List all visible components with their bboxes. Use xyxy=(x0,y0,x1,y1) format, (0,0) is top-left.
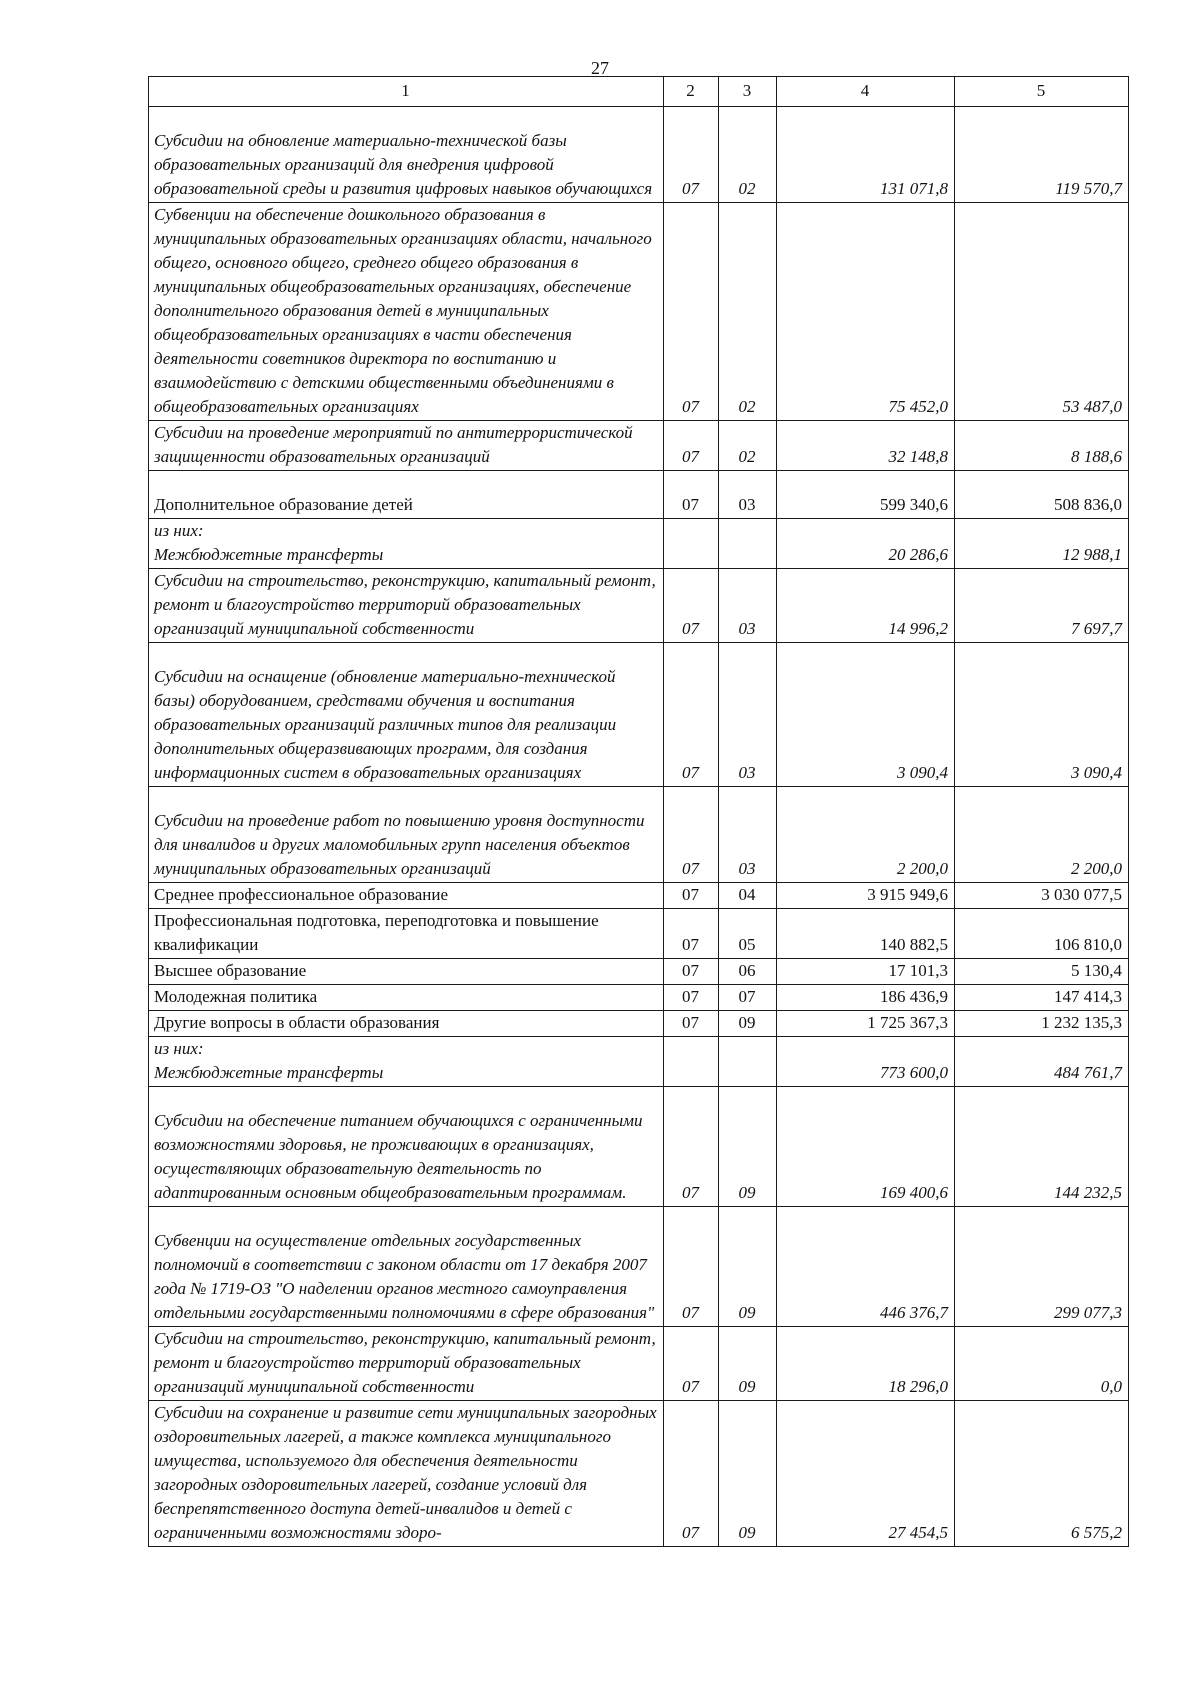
table-row xyxy=(149,1037,1129,1087)
row-description: Профессиональная подготовка, переподготовка и повышение квалификации xyxy=(149,909,664,959)
row-section-code: 07 xyxy=(664,959,719,985)
header-cell-1: 1 xyxy=(149,77,664,107)
table-row xyxy=(149,1401,1129,1547)
row-section-code xyxy=(664,519,719,569)
table-row xyxy=(149,959,1129,985)
row-amount-executed: 5 130,4 xyxy=(955,959,1129,985)
row-amount-approved: 18 296,0 xyxy=(777,1327,955,1401)
row-description: Субсидии на оснащение (обновление материально-технической базы) оборудованием, средствами обучения и воспитания образовательных организаций различных типов для реализации дополнительных общеразвивающих программ, для создания информационных систем в образовательных организациях xyxy=(149,643,664,787)
row-description: Субсидии на проведение мероприятий по антитеррористической защищенности образовательных организаций xyxy=(149,421,664,471)
row-description: Субсидии на строительство, реконструкцию, капитальный ремонт, ремонт и благоустройство территорий образовательных организаций муниципальной собственности xyxy=(149,1327,664,1401)
row-amount-executed: 7 697,7 xyxy=(955,569,1129,643)
row-section-code: 07 xyxy=(664,471,719,519)
row-section-code: 07 xyxy=(664,203,719,421)
page-number: 27 xyxy=(591,58,609,78)
row-section-code: 07 xyxy=(664,1011,719,1037)
table-row xyxy=(149,787,1129,883)
table-row xyxy=(149,1087,1129,1207)
table-row xyxy=(149,1327,1129,1401)
row-subsection-code: 02 xyxy=(719,421,777,471)
table-row xyxy=(149,883,1129,909)
row-amount-approved: 131 071,8 xyxy=(777,107,955,203)
row-amount-approved: 1 725 367,3 xyxy=(777,1011,955,1037)
row-subsection-code: 03 xyxy=(719,787,777,883)
row-amount-executed: 144 232,5 xyxy=(955,1087,1129,1207)
row-amount-approved: 27 454,5 xyxy=(777,1401,955,1547)
row-description: Субсидии на проведение работ по повышению уровня доступности для инвалидов и других маломобильных групп населения объектов муниципальных образовательных организаций xyxy=(149,787,664,883)
row-subsection-code: 09 xyxy=(719,1401,777,1547)
row-description: Среднее профессиональное образование xyxy=(149,883,664,909)
row-amount-executed: 6 575,2 xyxy=(955,1401,1129,1547)
header-cell-4: 4 xyxy=(777,77,955,107)
budget-table-body xyxy=(149,77,1129,1547)
table-row xyxy=(149,985,1129,1011)
row-amount-executed: 12 988,1 xyxy=(955,519,1129,569)
row-section-code: 07 xyxy=(664,909,719,959)
table-row xyxy=(149,569,1129,643)
row-section-code: 07 xyxy=(664,1401,719,1547)
row-subsection-code xyxy=(719,519,777,569)
row-section-code: 07 xyxy=(664,643,719,787)
row-subsection-code: 09 xyxy=(719,1087,777,1207)
row-amount-executed: 119 570,7 xyxy=(955,107,1129,203)
row-amount-executed: 0,0 xyxy=(955,1327,1129,1401)
row-subsection-code: 09 xyxy=(719,1327,777,1401)
row-description: Субсидии на строительство, реконструкцию, капитальный ремонт, ремонт и благоустройство территорий образовательных организаций муниципальной собственности xyxy=(149,569,664,643)
row-amount-approved: 186 436,9 xyxy=(777,985,955,1011)
budget-table xyxy=(148,76,1129,1547)
row-subsection-code: 02 xyxy=(719,203,777,421)
row-description: Высшее образование xyxy=(149,959,664,985)
row-description: Другие вопросы в области образования xyxy=(149,1011,664,1037)
row-subsection-code: 06 xyxy=(719,959,777,985)
row-amount-approved: 3 915 949,6 xyxy=(777,883,955,909)
row-amount-executed: 299 077,3 xyxy=(955,1207,1129,1327)
row-amount-approved: 20 286,6 xyxy=(777,519,955,569)
row-subsection-code: 09 xyxy=(719,1011,777,1037)
header-cell-5: 5 xyxy=(955,77,1129,107)
row-amount-approved: 2 200,0 xyxy=(777,787,955,883)
row-amount-approved: 446 376,7 xyxy=(777,1207,955,1327)
header-cell-3: 3 xyxy=(719,77,777,107)
row-description: Субсидии на обеспечение питанием обучающихся с ограниченными возможностями здоровья, не проживающих в организациях, осуществляющих образовательную деятельность по адаптированным основным общеобразовательным программам. xyxy=(149,1087,664,1207)
row-subsection-code: 05 xyxy=(719,909,777,959)
row-amount-approved: 599 340,6 xyxy=(777,471,955,519)
table-row xyxy=(149,1207,1129,1327)
row-subsection-code: 03 xyxy=(719,643,777,787)
row-amount-executed: 8 188,6 xyxy=(955,421,1129,471)
row-subsection-code: 03 xyxy=(719,569,777,643)
row-description: из них: Межбюджетные трансферты xyxy=(149,519,664,569)
row-amount-executed: 3 090,4 xyxy=(955,643,1129,787)
row-amount-approved: 17 101,3 xyxy=(777,959,955,985)
row-amount-approved: 14 996,2 xyxy=(777,569,955,643)
row-section-code: 07 xyxy=(664,107,719,203)
row-amount-executed: 106 810,0 xyxy=(955,909,1129,959)
row-section-code: 07 xyxy=(664,1087,719,1207)
row-section-code xyxy=(664,1037,719,1087)
row-amount-approved: 75 452,0 xyxy=(777,203,955,421)
row-description: Субвенции на осуществление отдельных государственных полномочий в соответствии с законом области от 17 декабря 2007 года № 1719-ОЗ "О наделении органов местного самоуправления отдельными государственными полномочиями в сфере образования" xyxy=(149,1207,664,1327)
row-description: Дополнительное образование детей xyxy=(149,471,664,519)
row-section-code: 07 xyxy=(664,787,719,883)
row-description: Молодежная политика xyxy=(149,985,664,1011)
row-subsection-code: 03 xyxy=(719,471,777,519)
row-amount-approved: 3 090,4 xyxy=(777,643,955,787)
row-amount-approved: 32 148,8 xyxy=(777,421,955,471)
row-amount-executed: 484 761,7 xyxy=(955,1037,1129,1087)
row-subsection-code: 07 xyxy=(719,985,777,1011)
row-subsection-code: 09 xyxy=(719,1207,777,1327)
table-row xyxy=(149,203,1129,421)
row-subsection-code xyxy=(719,1037,777,1087)
table-header-row xyxy=(149,77,1129,107)
table-row xyxy=(149,909,1129,959)
row-subsection-code: 02 xyxy=(719,107,777,203)
row-section-code: 07 xyxy=(664,1207,719,1327)
row-amount-approved: 140 882,5 xyxy=(777,909,955,959)
row-description: Субсидии на сохранение и развитие сети муниципальных загородных оздоровительных лагерей, а также комплекса муниципального имущества, используемого для обеспечения деятельности загородных оздоровительных лагерей, создание условий для беспрепятственного доступа детей-инвалидов и детей с ограниченными возможностями здоро- xyxy=(149,1401,664,1547)
row-amount-approved: 169 400,6 xyxy=(777,1087,955,1207)
table-row xyxy=(149,107,1129,203)
row-amount-executed: 1 232 135,3 xyxy=(955,1011,1129,1037)
row-section-code: 07 xyxy=(664,1327,719,1401)
row-amount-executed: 3 030 077,5 xyxy=(955,883,1129,909)
row-description: Субсидии на обновление материально-технической базы образовательных организаций для внедрения цифровой образовательной среды и развития цифровых навыков обучающихся xyxy=(149,107,664,203)
row-amount-executed: 2 200,0 xyxy=(955,787,1129,883)
table-row xyxy=(149,519,1129,569)
row-description: из них: Межбюджетные трансферты xyxy=(149,1037,664,1087)
table-row xyxy=(149,471,1129,519)
table-row xyxy=(149,643,1129,787)
row-section-code: 07 xyxy=(664,883,719,909)
row-section-code: 07 xyxy=(664,985,719,1011)
header-cell-2: 2 xyxy=(664,77,719,107)
table-row xyxy=(149,1011,1129,1037)
row-subsection-code: 04 xyxy=(719,883,777,909)
row-amount-approved: 773 600,0 xyxy=(777,1037,955,1087)
row-description: Субвенции на обеспечение дошкольного образования в муниципальных образовательных организациях области, начального общего, основного общего, среднего общего образования в муниципальных общеобразовательных организациях, обеспечение дополнительного образования детей в муниципальных общеобразовательных организациях в части обеспечения деятельности советников директора по воспитанию и взаимодействию с детскими общественными объединениями в общеобразовательных организациях xyxy=(149,203,664,421)
row-amount-executed: 508 836,0 xyxy=(955,471,1129,519)
row-amount-executed: 53 487,0 xyxy=(955,203,1129,421)
table-row xyxy=(149,421,1129,471)
row-section-code: 07 xyxy=(664,569,719,643)
row-amount-executed: 147 414,3 xyxy=(955,985,1129,1011)
row-section-code: 07 xyxy=(664,421,719,471)
